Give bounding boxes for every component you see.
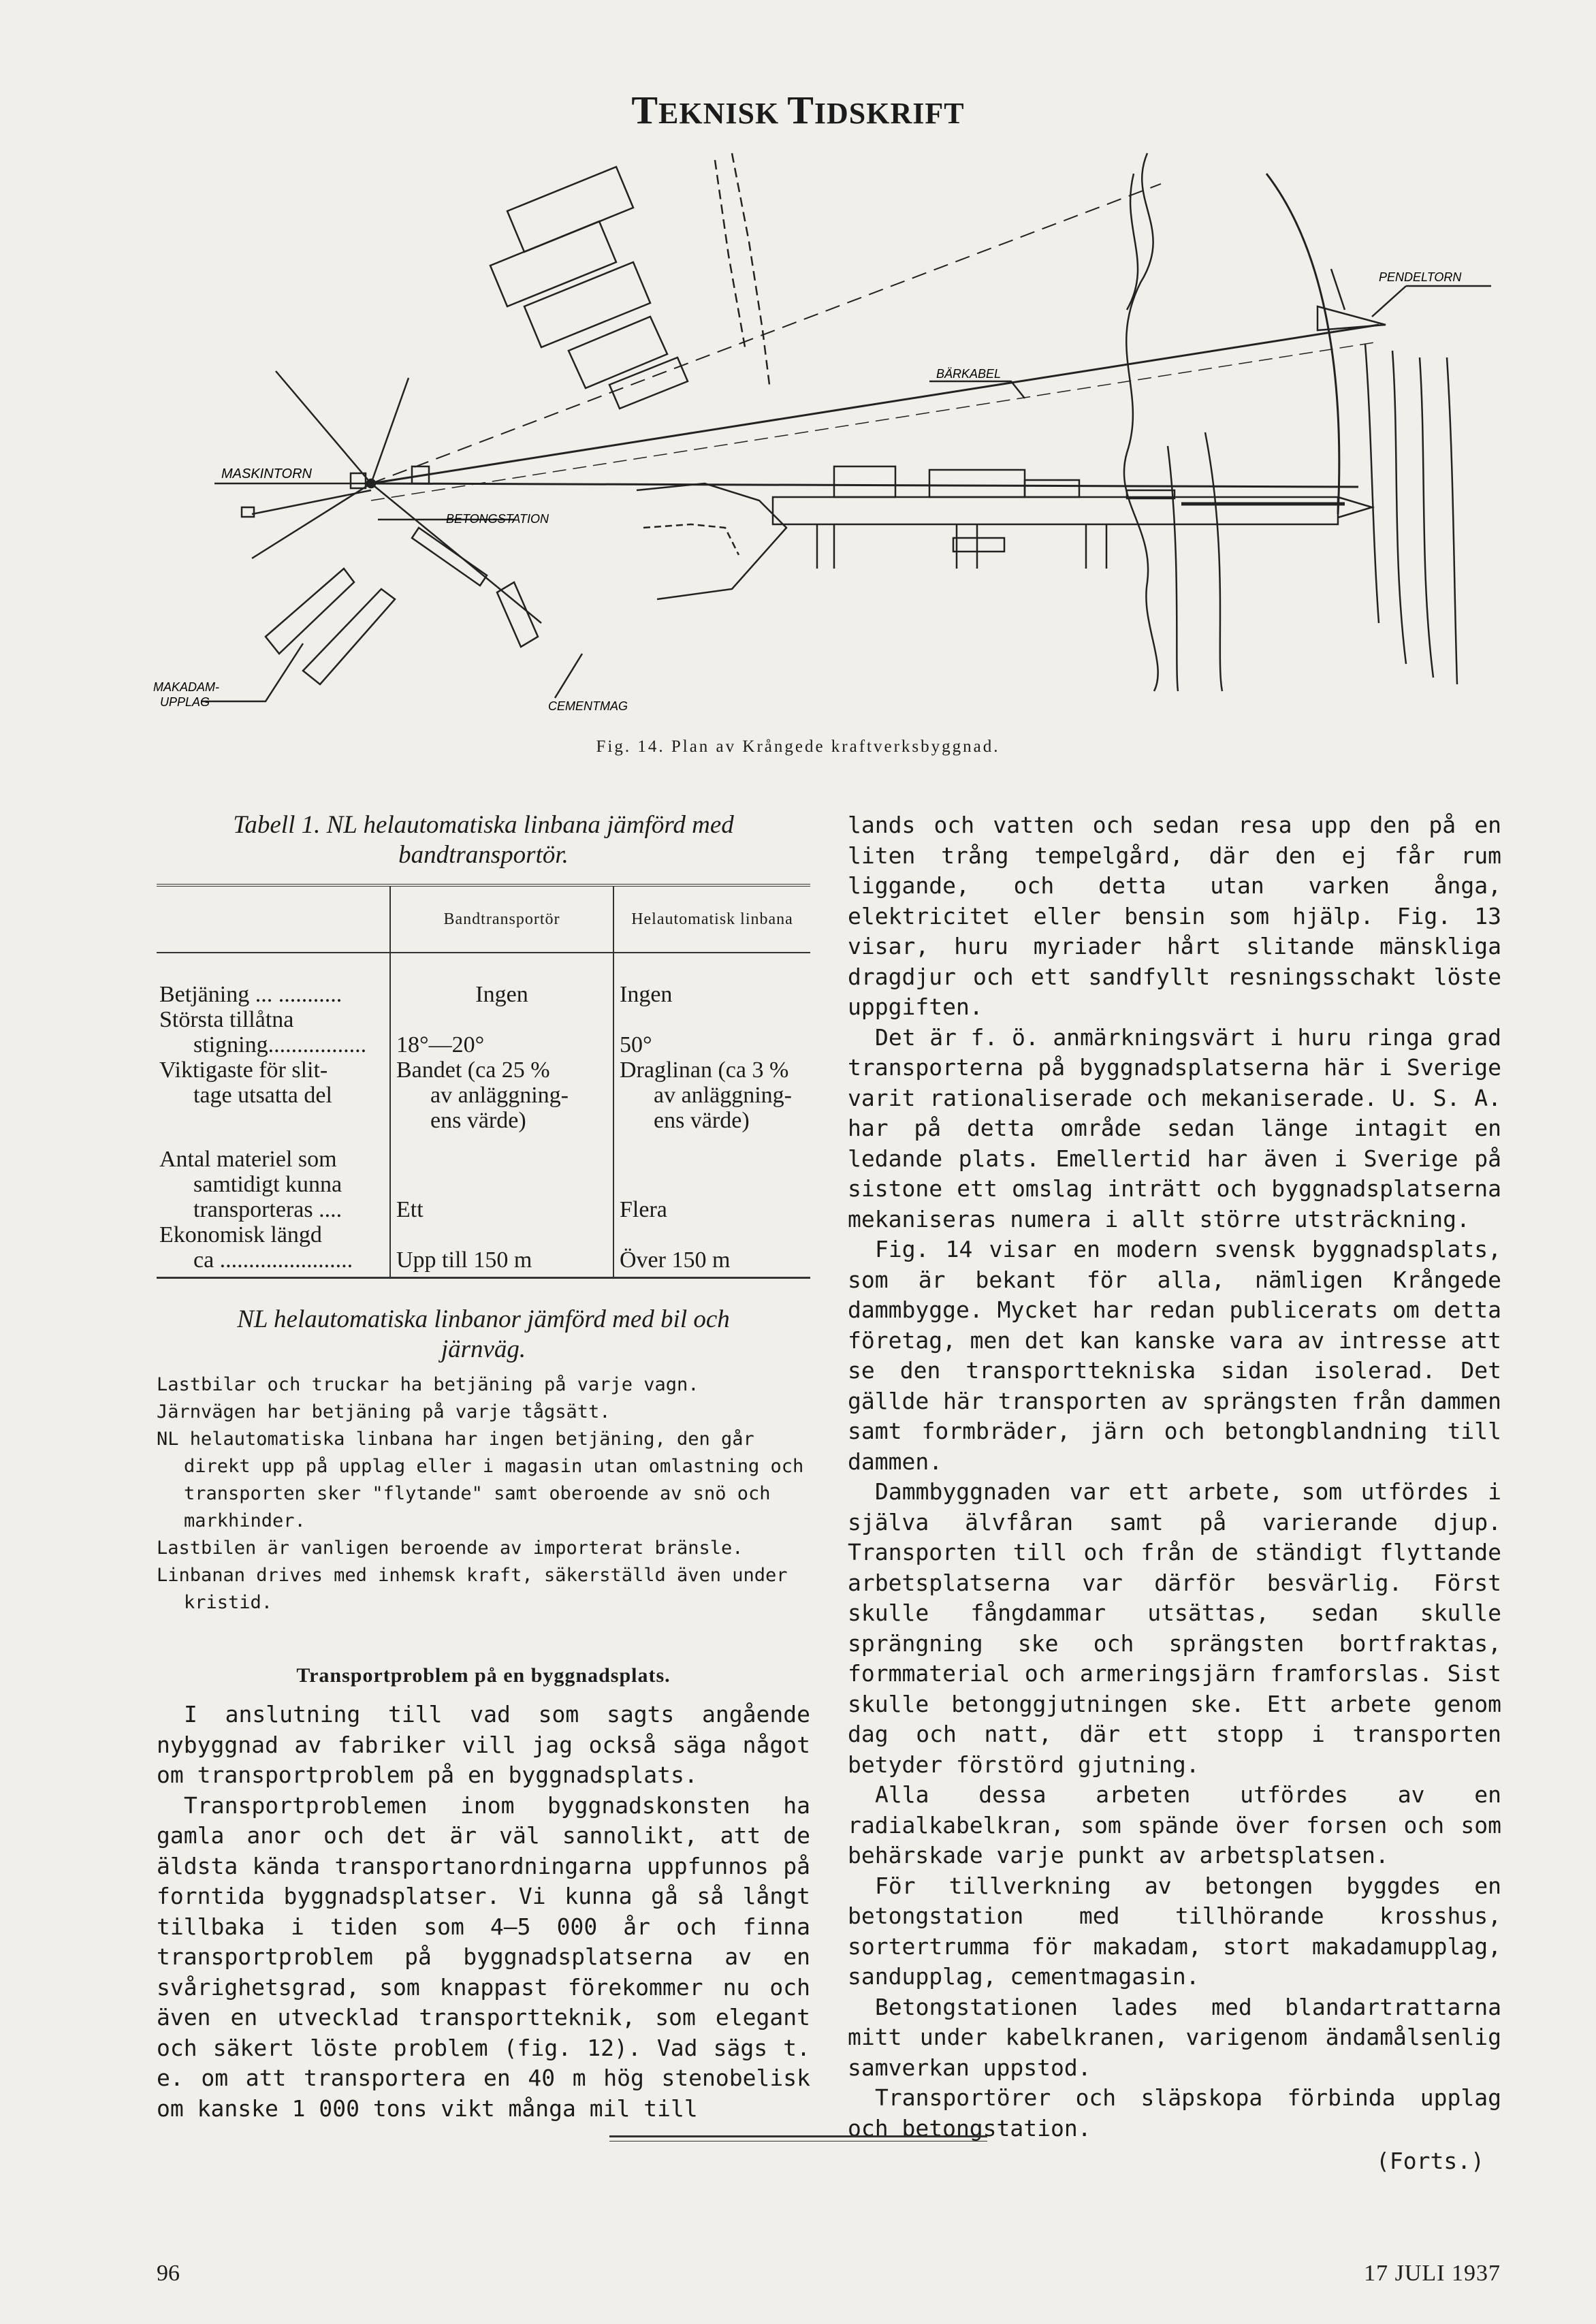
- shore-line: [1124, 153, 1158, 691]
- paragraph: Transportproblemen inom byggnadskonsten ha gamla anor och det är väl sannolikt, att de äldsta kända transportanordningarna uppfunnos på forntida byggnadsplatser. Vi kunna gå så långt tillbaka i tiden som 4—5 000 år och finna transportproblem på byggnadsplatserna av en svårighetsgrad, som knappast förekommer nu och även en utvecklad transportteknik, som elegant och säkert löste problem (fig. 12). Vad sägs t. e. om att transportera en 40 m hög stenobelisk om kanske 1 000 tons vikt många mil till: [157, 1792, 810, 2122]
- note-item: NL helautomatiska linbana har ingen betjäning, den går direkt upp på upplag eller i magasin utan omlastning och transporten sker "flytande" samt oberoende av snö och markhinder.: [157, 1429, 804, 1531]
- end-rule-thin: [609, 2141, 987, 2142]
- paragraph: Det är f. ö. anmärkningsvärt i huru ringa grad transporterna på byggnadsplatserna här i Sverige varit rationaliserade och mekaniserade. U. S. A. har på detta område sedan länge intagit en ledande plats. Emellertid har även i Sverige på sistone ett omslag inträtt och byggnadsplatserna mekaniseras numera i allt större utsträckning.: [848, 1023, 1501, 1232]
- comparison-table: [157, 884, 810, 1279]
- right-body-text: [848, 810, 1501, 2177]
- paragraph: För tillverkning av betongen byggdes en betongstation med tillhörande krosshus, sortertrumma för makadam, stort makadamupplag, sandupplag, cementmagasin.: [848, 1872, 1501, 1990]
- end-rule: [609, 2135, 987, 2137]
- table-row: Ekonomisk längd ca ....................... Upp till 150 m Över 150 m: [157, 1222, 810, 1278]
- dam-body: [773, 497, 1338, 524]
- plan-drawing-krangede: [146, 146, 1491, 739]
- table-row: Viktigaste för slit- tage utsatta del Bandet (ca 25 % av anläggning- ens värde) Draglinan (ca 3 % av anläggning- ens värde): [157, 1057, 810, 1133]
- dam-structure: [1025, 480, 1079, 497]
- label-betongstation: BETONGSTATION: [446, 512, 549, 526]
- left-body-text: [157, 1700, 810, 2124]
- makadam-upplag: [303, 589, 395, 684]
- building-block: [507, 167, 633, 252]
- paragraph: Dammbyggnaden var ett arbete, som utfördes i själva älvfåran samt på varierande djup. Transporten till och från de ständigt flyttande arbetsplatserna var därför besvärlig. Först skulle fångdammar utsättas, sedan skulle sprängning ske och sprängsten bortfraktas, formmaterial och armeringsjärn framforslas. Sist skulle betonggjutningen ske. Ett arbete genom dag och natt, där ett stopp i transporten betyder förstörd gjutning.: [848, 1478, 1501, 1778]
- table-title: Tabell 1. NL helautomatiska linbana jämförd med bandtransportör.: [233, 811, 734, 869]
- paragraph: Alla dessa arbeten utfördes av en radialkabelkran, som spände över forsen och som behärskade varje punkt av arbetsplatsen.: [848, 1781, 1501, 1868]
- table-header-band: Bandtransportör: [390, 885, 613, 953]
- building-block: [490, 221, 616, 306]
- survey-line: [715, 160, 746, 351]
- continued-note: (Forts.): [1376, 2148, 1484, 2174]
- left-column: [157, 810, 810, 2124]
- issue-date: 17 JULI 1937: [1364, 2261, 1501, 2286]
- note-item: Lastbilar och truckar ha betjäning på varje vagn.: [157, 1374, 699, 1395]
- makadam-upplag: [266, 569, 354, 654]
- label-makadam-upplag-1: MAKADAM-: [153, 680, 220, 694]
- table-row: Största tillåtna stigning................. 18°—20° 50°: [157, 1007, 810, 1057]
- note-item: Lastbilen är vanligen beroende av importerat bränsle.: [157, 1538, 744, 1559]
- subsection-title: NL helautomatiska linbanor jämförd med bil och järnväg.: [237, 1305, 730, 1363]
- paragraph: Transportörer och släpskopa förbinda upplag och betongstation.: [848, 2084, 1501, 2142]
- table-header-empty: [157, 885, 390, 953]
- building-block: [569, 317, 667, 388]
- note-item: Linbanan drives med inhemsk kraft, säkerställd även under kristid.: [157, 1565, 788, 1613]
- radial-arc: [1266, 174, 1339, 514]
- label-pendeltorn: PENDELTORN: [1379, 270, 1462, 284]
- paragraph: Fig. 14 visar en modern svensk byggnadsplats, som är bekant för alla, nämligen Krångede dammbygge. Mycket har redan publicerats om detta företag, men det kan kanske vara av intresse att se den transporttekniska sidan isolerad. Det gällde här transporten av sprängsten från dammen samt formbräder, järn och betongblandning till dammen.: [848, 1236, 1501, 1475]
- survey-line: [732, 153, 769, 385]
- maskintorn-line: [371, 378, 409, 483]
- paragraph: I anslutning till vad som sagts angående nybyggnad av fabriker vill jag också säga något om transportproblem på en byggnadsplats.: [157, 1701, 810, 1788]
- paragraph: lands och vatten och sedan resa upp den på en liten trång tempelgård, där den ej får rum liggande, och detta utan varken ånga, elektricitet eller bensin som hjälp. Fig. 13 visar, huru myriader hårt slitande mänskliga dragdjur och ett sandfyllt resningsschakt löste uppgiften.: [848, 812, 1501, 1020]
- right-column: [848, 810, 1501, 2177]
- cable-line: [371, 483, 1358, 487]
- building-block: [609, 357, 688, 409]
- barkabel-line: [371, 325, 1379, 483]
- table-row: Betjäning ... ........... Ingen Ingen: [157, 953, 810, 1007]
- label-maskintorn: MASKINTORN: [221, 466, 312, 481]
- note-item: Järnvägen har betjäning på varje tågsätt.: [157, 1401, 611, 1422]
- betongstation-outline: [637, 483, 786, 599]
- running-header: TEKNISK TIDSKRIFT: [631, 88, 965, 132]
- paragraph: Betongstationen lades med blandartrattarna mitt under kabelkranen, varigenom ändamålsenlig samverkan uppstod.: [848, 1993, 1501, 2081]
- comparison-notes: [157, 1371, 810, 1617]
- page-number: 96: [157, 2261, 180, 2286]
- label-barkabel: BÄRKABEL: [936, 367, 1002, 381]
- label-cementmag: CEMENTMAG: [548, 699, 628, 713]
- dam-end: [1338, 497, 1372, 518]
- dam-structure: [834, 466, 895, 497]
- table-header-linbana: Helautomatisk linbana: [613, 885, 810, 953]
- section-title: Transportproblem på en byggnadsplats.: [296, 1664, 671, 1687]
- figure-caption: Fig. 14. Plan av Krångede kraftverksbyggnad.: [596, 737, 1000, 756]
- label-makadam-upplag-2: UPPLAG: [160, 695, 210, 709]
- dam-structure: [929, 470, 1025, 497]
- table-row: Antal materiel som samtidigt kunna transporteras .... Ett Flera: [157, 1133, 810, 1222]
- building-block: [524, 262, 650, 347]
